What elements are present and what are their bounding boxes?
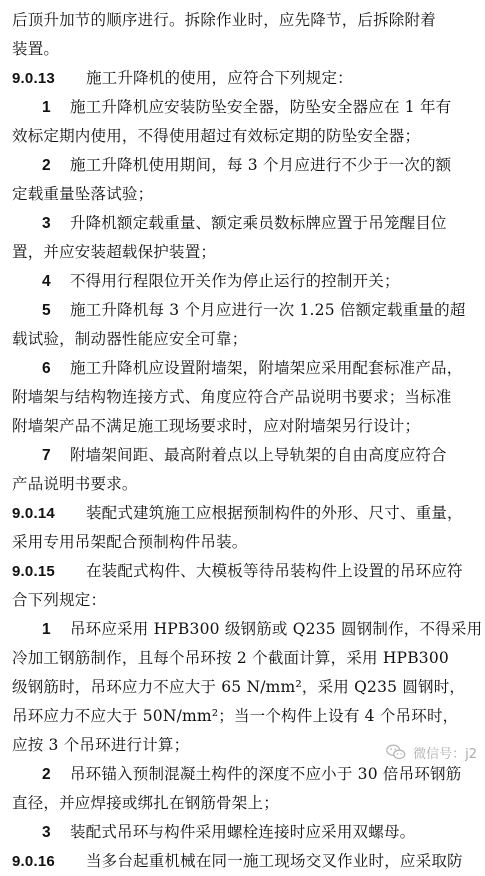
text-line (12, 354, 482, 383)
text-line (12, 586, 482, 615)
item-number: 6 (42, 360, 51, 377)
item-number: 4 (42, 273, 51, 290)
text-line (12, 383, 482, 412)
text-line (12, 818, 482, 847)
text-line (12, 35, 482, 64)
text-line (12, 470, 482, 499)
watermark-text: 微信号：j2 (413, 746, 477, 762)
text-line (12, 412, 482, 441)
line-text: 当多台起重机械在同一施工现场交叉作业时，应采取防 (85, 852, 463, 870)
clause-number: 9.0.16 (12, 853, 55, 870)
text-line (12, 847, 482, 876)
text-line (12, 615, 482, 644)
text-line (12, 122, 482, 151)
line-text: 附墙架与结构物连接方式、角度应符合产品说明书要求；当标准 (12, 388, 452, 406)
item-number: 1 (42, 99, 51, 116)
clause-number: 9.0.15 (12, 563, 55, 580)
line-text: 采用专用吊架配合预制构件吊装。 (12, 533, 248, 551)
text-line (12, 644, 482, 673)
text-line (12, 296, 482, 325)
text-line (12, 238, 482, 267)
line-text: 载试验，制动器性能应安全可靠； (12, 330, 248, 348)
item-number: 3 (42, 824, 51, 841)
line-text: 合下列规定： (12, 591, 107, 609)
line-text: 施工升降机每 3 个月应进行一次 1.25 倍额定载重量的超 (69, 301, 466, 319)
line-text: 施工升降机的使用，应符合下列规定： (85, 69, 353, 87)
text-line (12, 441, 482, 470)
text-line (12, 209, 482, 238)
line-text: 装置。 (12, 40, 60, 58)
line-text: 吊环锚入预制混凝土构件的深度不应小于 30 倍吊环钢筋 (69, 765, 462, 783)
line-text: 装配式建筑施工应根据预制构件的外形、尺寸、重量， (85, 504, 463, 522)
text-line (12, 702, 482, 731)
line-text: 升降机额定载重量、额定乘员数标牌应置于吊笼醒目位 (69, 214, 447, 232)
text-line (12, 499, 482, 528)
item-number: 2 (42, 157, 51, 174)
line-text: 应按 3 个吊环进行计算； (12, 736, 190, 754)
line-text: 施工升降机应安装防坠安全器，防坠安全器应在 1 年有 (69, 98, 452, 116)
text-line (12, 64, 482, 93)
line-text: 附墙架产品不满足施工现场要求时，应对附墙架另行设计； (12, 417, 421, 435)
line-text: 直径，并应焊接或绑扎在钢筋骨架上； (12, 794, 279, 812)
text-line (12, 789, 482, 818)
text-line (12, 180, 482, 209)
text-line (12, 528, 482, 557)
item-number: 5 (42, 302, 51, 319)
item-number: 1 (42, 621, 51, 638)
item-number: 3 (42, 215, 51, 232)
line-text: 在装配式构件、大模板等待吊装构件上设置的吊环应符 (85, 562, 463, 580)
line-text: 定载重量坠落试验； (12, 185, 154, 203)
text-line (12, 93, 482, 122)
clause-number: 9.0.14 (12, 505, 55, 522)
line-text: 吊环应采用 HPB300 级钢筋或 Q235 圆钢制作，不得采用 (69, 620, 483, 638)
text-line (12, 760, 482, 789)
line-text: 附墙架间距、最高附着点以上导轨架的自由高度应符合 (69, 446, 447, 464)
line-text: 装配式吊环与构件采用螺栓连接时应采用双螺母。 (69, 823, 416, 841)
line-text: 施工升降机应设置附墙架，附墙架应采用配套标准产品， (69, 359, 463, 377)
wechat-icon (385, 741, 407, 763)
line-text: 吊环应力不应大于 50N/mm²；当一个构件上设有 4 个吊环时， (12, 707, 459, 725)
item-number: 7 (42, 447, 51, 464)
text-line (12, 325, 482, 354)
line-text: 产品说明书要求。 (12, 475, 138, 493)
line-text: 施工升降机使用期间，每 3 个月应进行不少于一次的额 (69, 156, 452, 174)
text-line (12, 557, 482, 586)
line-text: 冷加工钢筋制作，且每个吊环按 2 个截面计算，采用 HPB300 (12, 649, 449, 667)
line-text: 效标定期内使用，不得使用超过有效标定期的防坠安全器； (12, 127, 421, 145)
item-number: 2 (42, 766, 51, 783)
clause-number: 9.0.13 (12, 70, 55, 87)
text-line (12, 6, 482, 35)
text-line (12, 673, 482, 702)
line-text: 级钢筋时，吊环应力不应大于 65 N/mm²，采用 Q235 圆钢时， (12, 678, 466, 696)
line-text: 置，并应安装超载保护装置； (12, 243, 217, 261)
line-text: 不得用行程限位开关作为停止运行的控制开关； (69, 272, 400, 290)
text-line (12, 151, 482, 180)
text-line (12, 267, 482, 296)
watermark (385, 741, 477, 763)
line-text: 后顶升加节的顺序进行。拆除作业时，应先降节，后拆除附着 (12, 11, 436, 29)
